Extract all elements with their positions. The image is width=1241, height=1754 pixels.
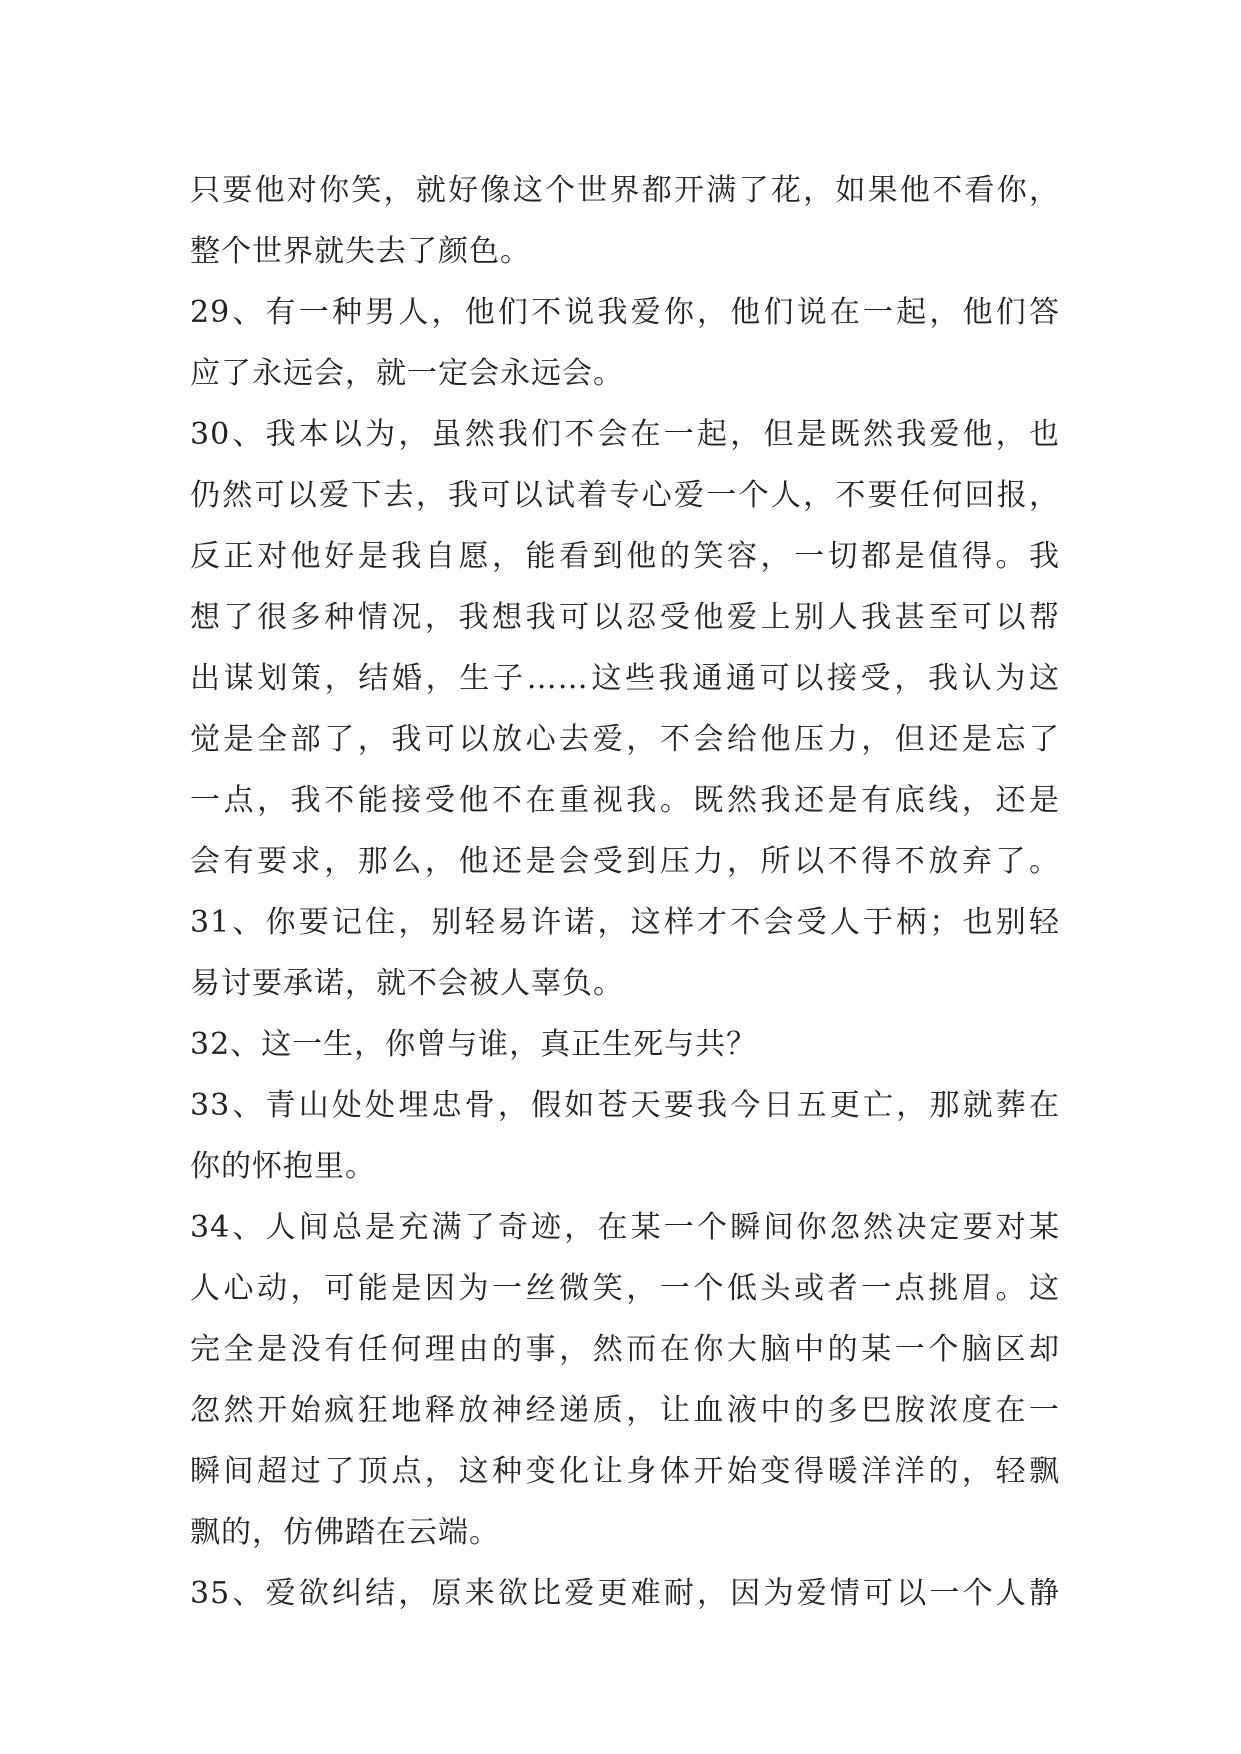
text-line: 完全是没有任何理由的事，然而在你大脑中的某一个脑区却 (190, 1332, 1060, 1367)
text-line: 32、这一生，你曾与谁，真正生死与共？ (190, 1027, 758, 1062)
text-line: 34、人间总是充满了奇迹，在某一个瞬间你忽然决定要对某 (190, 1210, 1060, 1245)
text-line: 一点，我不能接受他不在重视我。既然我还是有底线，还是 (190, 783, 1060, 818)
text-line: 你的怀抱里。 (190, 1149, 376, 1184)
text-line: 觉是全部了，我可以放心去爱，不会给他压力，但还是忘了 (190, 722, 1060, 757)
text-line: 瞬间超过了顶点，这种变化让身体开始变得暖洋洋的，轻飘 (190, 1454, 1060, 1489)
text-line: 应了永远会，就一定会永远会。 (190, 356, 624, 391)
text-line: 只要他对你笑，就好像这个世界都开满了花，如果他不看你， (190, 173, 1060, 208)
body-text (190, 160, 1060, 1624)
text-line: 人心动，可能是因为一丝微笑，一个低头或者一点挑眉。这 (190, 1271, 1060, 1306)
text-line: 30、我本以为，虽然我们不会在一起，但是既然我爱他，也 (190, 417, 1060, 452)
text-line: 整个世界就失去了颜色。 (190, 234, 531, 269)
text-line: 出谋划策，结婚，生子……这些我通通可以接受，我认为这 (190, 661, 1060, 696)
text-line: 飘的，仿佛踏在云端。 (190, 1515, 500, 1550)
text-line: 反正对他好是我自愿，能看到他的笑容，一切都是值得。我 (190, 539, 1060, 574)
text-line: 想了很多种情况，我想我可以忍受他爱上别人我甚至可以帮 (190, 600, 1060, 635)
text-line: 易讨要承诺，就不会被人辜负。 (190, 966, 624, 1001)
text-line: 29、有一种男人，他们不说我爱你，他们说在一起，他们答 (190, 295, 1060, 330)
text-line: 35、爱欲纠结，原来欲比爱更难耐，因为爱情可以一个人静 (190, 1576, 1060, 1611)
text-line: 会有要求，那么，他还是会受到压力，所以不得不放弃了。 (190, 844, 1060, 879)
text-line: 忽然开始疯狂地释放神经递质，让血液中的多巴胺浓度在一 (190, 1393, 1060, 1428)
text-line: 33、青山处处埋忠骨，假如苍天要我今日五更亡，那就葬在 (190, 1088, 1060, 1123)
text-line: 仍然可以爱下去，我可以试着专心爱一个人，不要任何回报， (190, 478, 1060, 513)
text-line: 31、你要记住，别轻易许诺，这样才不会受人于柄；也别轻 (190, 905, 1060, 940)
